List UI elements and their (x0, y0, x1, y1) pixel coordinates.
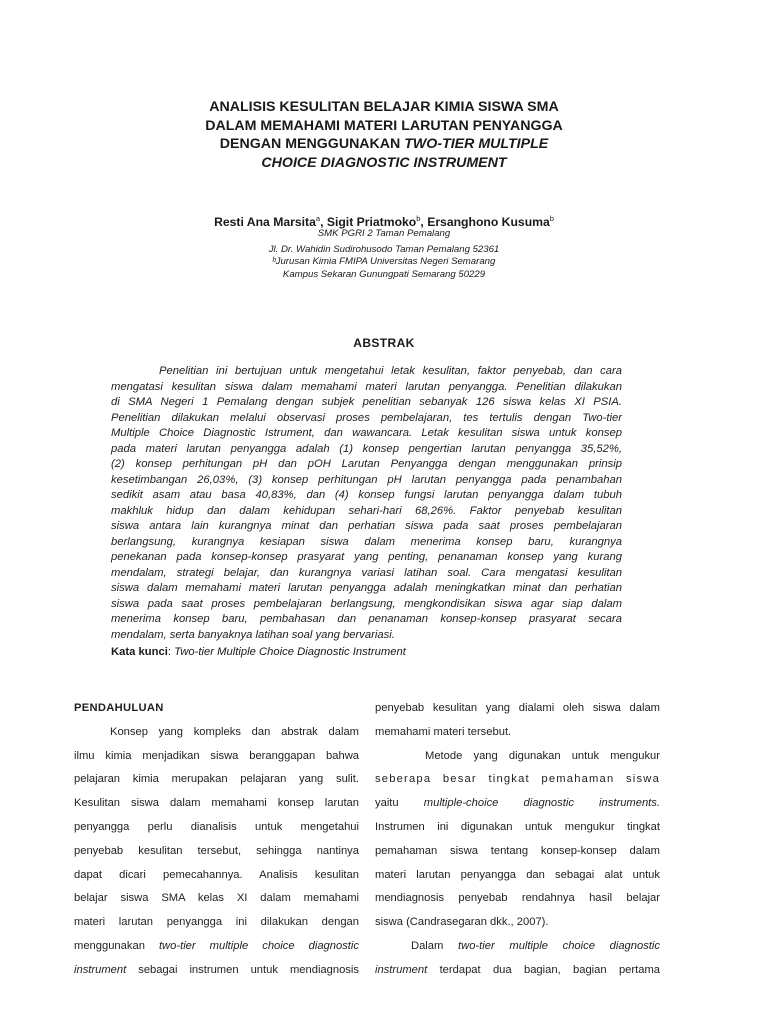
body-line: penyebab kesulitan tersebut, sehingga nantinya (74, 844, 359, 857)
abstract-line: Penelitian ini bertujuan untuk mengetahui letak kesulitan, faktor penyebab, dan cara (159, 365, 622, 377)
keywords-label: Kata kunci (111, 646, 168, 658)
body-text: yaitu (375, 797, 424, 810)
author-name: Ersanghono Kusuma (427, 215, 550, 230)
abstract-line: mengatasi kesulitan siswa dalam memahami materi larutan penyangga. Penelitian dilakukan (111, 380, 622, 393)
body-line: siswa (Candrasegaran dkk., 2007). (375, 916, 549, 929)
author-name: Resti Ana Marsita (214, 215, 316, 230)
body-line: mendiagnosis penyebab rendahnya hasil belajar (375, 892, 660, 905)
abstract-line: mendalam, serta banyaknya latihan soal yang bervariasi. (111, 628, 395, 641)
abstract-line: makhluk hidup dan dalam kehidupan sehari-hari 68,26%. Faktor penyebab kesulitan (111, 504, 622, 517)
title-line (120, 135, 648, 154)
body-text-italic: instrument (74, 963, 127, 976)
body-line: pelajaran kimia merupakan pelajaran yang sulit. (74, 773, 359, 786)
author-affil-mark: b (416, 214, 421, 223)
abstract-line: mendalam, strategi belajar, dan kurangnya variasi latihan soal. Cara mengatasi kesulitan (111, 566, 622, 579)
body-line: penyebab kesulitan yang dialami oleh siswa dalam (375, 702, 660, 714)
paper-title (120, 98, 648, 172)
body-line: penyangga perlu dianalisis untuk mengetahui (74, 820, 359, 833)
title-line-italic (120, 154, 648, 173)
abstract-line: penekanan pada konsep-konsep prasyarat yang penting, penanaman konsep yang kurang (111, 551, 622, 563)
abstract-heading: ABSTRAK (353, 336, 415, 350)
body-text: sebagai instrumen untuk mendiagnosis (126, 963, 359, 976)
body-line: memahami materi tersebut. (375, 725, 512, 738)
abstract-body (111, 364, 622, 643)
author-affil-mark: b (549, 214, 554, 223)
abstract-line: Penelitian dilakukan melalui observasi proses pembelajaran, tes tertulis dengan Two-tier (111, 411, 622, 424)
body-line: materi larutan penyangga dan sebagai alat untuk (375, 868, 660, 881)
body-text-italic: multiple-choice diagnostic instruments. (423, 797, 660, 810)
abstract-line: di SMA Negeri 1 Pemalang dengan subjek penelitian sebanyak 126 siswa kelas XI PSIA. (111, 396, 622, 408)
body-text: terdapat dua bagian, bagian pertama (427, 963, 660, 976)
keywords (111, 646, 406, 658)
body-line: seberapa besar tingkat pemahaman siswa (375, 773, 660, 786)
body-line: ilmu kimia menjadikan siswa beranggapan bahwa (74, 749, 359, 762)
body-line: Metode yang digunakan untuk mengukur (425, 749, 660, 762)
left-column (74, 697, 359, 983)
body-line: belajar siswa SMA kelas XI dalam memahami (74, 892, 359, 905)
title-line: DALAM MEMAHAMI MATERI LARUTAN PENYANGGA (205, 117, 563, 134)
author-affil-mark: a (315, 214, 321, 223)
abstract-line: Multiple Choice Diagnostic Istrument, dan wawancara. Letak kesulitan siswa untuk konsep (111, 427, 622, 439)
body-line: pemahaman siswa tentang konsep-konsep dalam (375, 844, 660, 857)
abstract-line: menerima konsep baru, pembahasan dan penanaman konsep-konsep prasyarat secara (111, 613, 622, 625)
section-heading: PENDAHULUAN (74, 702, 164, 714)
author-separator: , (420, 215, 428, 230)
body-line: materi larutan penyangga ini dilakukan dengan (74, 916, 359, 929)
author-name: Sigit Priatmoko (326, 215, 417, 230)
body-line (74, 935, 359, 959)
body-line: Kesulitan siswa dalam memahami konsep larutan (74, 797, 359, 810)
body-line (74, 959, 359, 983)
title-line-italic: CHOICE DIAGNOSTIC INSTRUMENT (261, 154, 507, 171)
right-column (375, 697, 660, 983)
keywords-text: Two-tier Multiple Choice Diagnostic Instrument (174, 646, 406, 658)
body-text-italic: two-tier multiple choice diagnostic (158, 939, 359, 952)
abstract-line: kesetimbangan 26,03%, (3) konsep perhitungan pH larutan penyangga pada penambahan (111, 473, 622, 486)
abstract-line: siswa antara lain kurangnya minat dan perhatian siswa pada saat proses pembelajaran (111, 520, 622, 532)
body-line: Instrumen ini digunakan untuk mengukur tingkat (375, 820, 660, 833)
abstract-line: berlangsung, kurangnya kesiapan siswa dalam menerima konsep baru, kurangnya (111, 535, 622, 548)
body-line (375, 935, 660, 959)
abstract-line: sedikit asam atau basa 40,83%, dan (4) konsep fungsi larutan penyangga dalam tubuh (111, 489, 622, 501)
body-line (375, 792, 660, 816)
title-line-italic: TWO-TIER MULTIPLE (404, 136, 549, 152)
body-line: Konsep yang kompleks dan abstrak dalam (110, 725, 359, 738)
body-text-italic: two-tier multiple choice diagnostic (458, 939, 660, 952)
affiliation-line: ᵇJurusan Kimia FMIPA Universitas Negeri Semarang (272, 256, 496, 268)
keywords-colon: : (167, 646, 175, 658)
body-line (375, 959, 660, 983)
body-text: Dalam (411, 939, 459, 952)
title-line: ANALISIS KESULITAN BELAJAR KIMIA SISWA SMA (209, 99, 559, 115)
abstract-line: (2) konsep perhitungan pH dan pOH Larutan Penyangga dengan menggunakan prinsip (111, 458, 622, 470)
abstract-line: siswa pada saat proses pembelajaran berlangsung, mengkondisikan siswa agar siap dalam (111, 597, 622, 610)
affiliation-line: SMK PGRI 2 Taman Pemalang (317, 228, 451, 239)
abstract-line: pada materi larutan penyangga adalah (1) konsep pengertian larutan penyangga 35,52%, (111, 442, 622, 455)
body-text: menggunakan (74, 939, 159, 952)
affiliation-line: Kampus Sekaran Gunungpati Semarang 50229 (282, 268, 486, 280)
body-text-italic: instrument (375, 963, 428, 976)
affiliations (120, 228, 648, 281)
body-line: dapat dicari pemecahannya. Analisis kesulitan (74, 868, 359, 881)
title-line-part: DENGAN MENGGUNAKAN (219, 136, 401, 152)
abstract-line: siswa dalam memahami materi larutan penyangga adalah meningkatkan minat dan perhatian (111, 582, 622, 594)
author-separator: , (320, 215, 327, 230)
affiliation-line: Jl. Dr. Wahidin Sudirohusodo Taman Pemalang 52361 (268, 243, 500, 255)
